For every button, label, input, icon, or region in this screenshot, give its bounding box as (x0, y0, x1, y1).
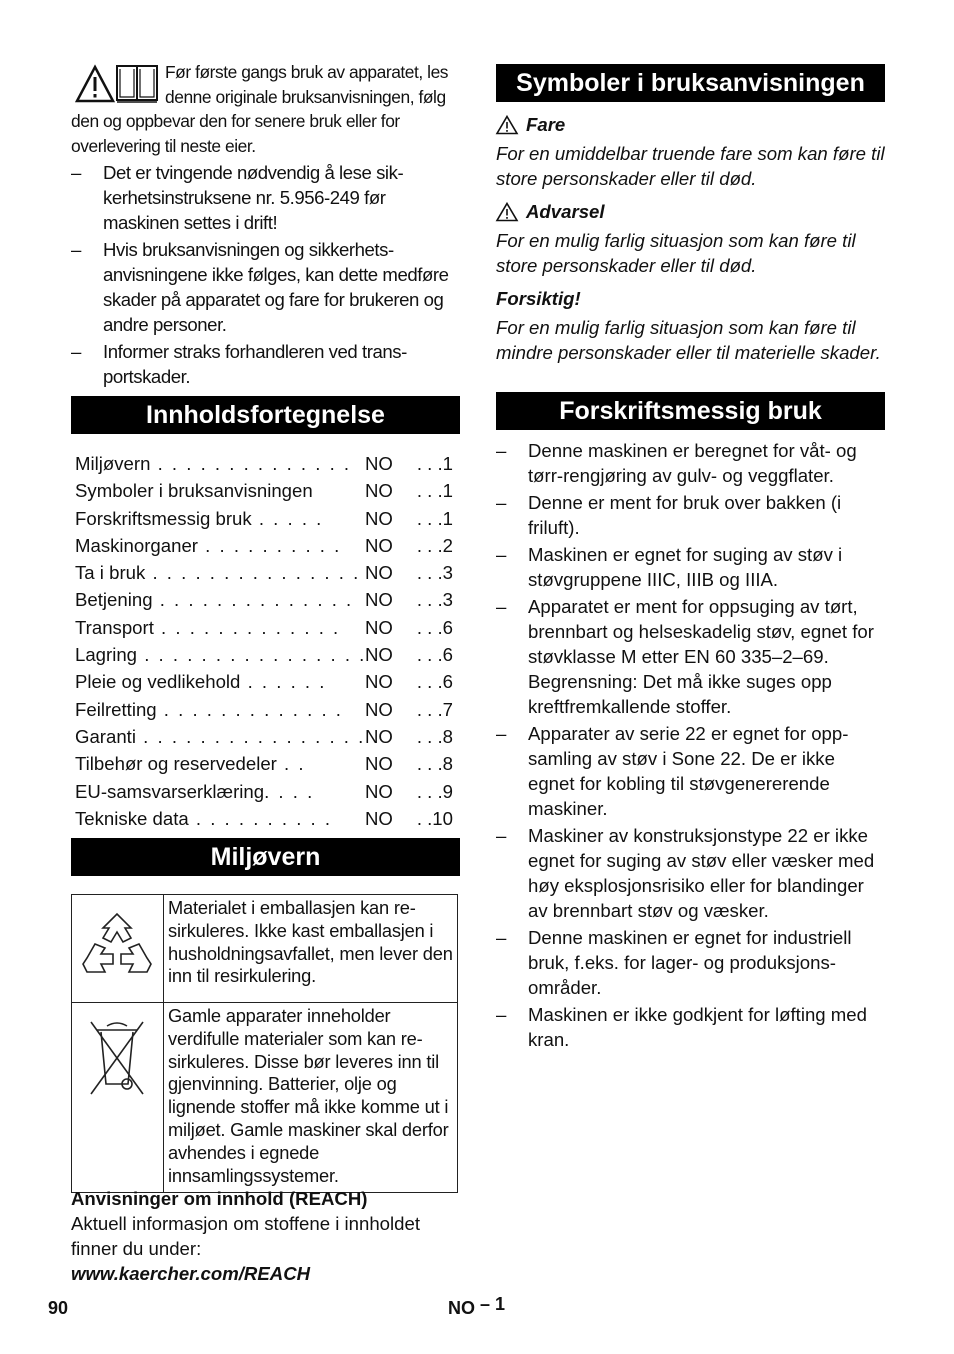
list-item: – Denne er ment for bruk over bakken (i friluft). (496, 490, 885, 540)
reach-text: Aktuell informasjon om stoffene i innholdet finner du under: (71, 1213, 421, 1259)
environment-table (71, 894, 458, 1193)
icon-cell (72, 1003, 164, 1193)
fare-text: For en umiddelbar truende fare som kan føre til store personskader eller til død. (496, 143, 885, 189)
environment-heading: Miljøvern (71, 838, 460, 876)
toc-row[interactable]: Forskriftsmessig bruk . . . . . NO . . .1 (75, 507, 453, 529)
toc-row[interactable]: Betjening . . . . . . . . . . . . . . NO . . .3 (75, 589, 453, 611)
toc-row[interactable]: Lagring . . . . . . . . . . . . . . . . NO . . .6 (75, 644, 453, 666)
forsiktig-heading: Forsiktig! (496, 288, 581, 309)
page-number: 90 (48, 1298, 69, 1318)
toc-row[interactable]: Miljøvern . . . . . . . . . . . . . . NO . . .1 (75, 453, 453, 474)
toc-row[interactable]: Maskinorganer . . . . . . . . . . NO . . .2 (75, 534, 453, 556)
reach-title: Anvisninger om innhold (REACH) (71, 1188, 368, 1209)
list-item: – Denne maskinen er beregnet for våt- og tørr-rengjøring av gulv- og veggflater. (496, 438, 885, 488)
list-item: – Hvis bruksanvisningen og sikkerhetsanvisningene ikke følges, kan dette medføre skader på apparatet og fare for brukeren og andre personer. (71, 237, 460, 337)
table-row (72, 1003, 458, 1193)
forsiktig-text: For en mulig farlig situasjon som kan føre til mindre personskader eller til materielle skader. (496, 317, 881, 363)
table-row (72, 895, 458, 1003)
toc-row[interactable]: Symboler i bruksanvisningen NO . . .1 (75, 480, 453, 502)
toc-row[interactable]: Tilbehør og reservedeler . . NO . . .8 (75, 753, 453, 775)
usage-list (496, 438, 885, 1054)
toc-row[interactable]: Ta i bruk . . . . . . . . . . . . . . . NO . . .3 (75, 562, 453, 584)
intro-icons (71, 60, 161, 108)
warning-triangle-icon (496, 115, 518, 135)
language-page: – 1 (480, 1294, 506, 1314)
environment-text: Materialet i emballasjen kan resirkuleres. Ikke kast emballasjen i husholdningsavfallet, men lever den inn til resirkulering. (164, 895, 458, 1003)
environment-text: Gamle apparater inneholder verdifulle materialer som kan resirkuleres. Disse bør leveres inn til gjenvinning. Batterier, olje og lignende stoffer må ikke komme ut i miljøet. Gamle maskiner skal derfor avhendes i egnede innsamlingssystemer. (164, 1003, 458, 1193)
language-page-marker (448, 1294, 506, 1319)
toc-row[interactable]: Transport . . . . . . . . . . . . . NO . . .6 (75, 616, 453, 638)
language-code: NO (448, 1298, 475, 1318)
list-item: – Maskinen er ikke godkjent for løfting med kran. (496, 1002, 885, 1052)
symbols-section (496, 112, 885, 373)
toc-row[interactable]: Tekniske data . . . . . . . . . . NO . .10 (75, 807, 453, 829)
toc-row[interactable]: Garanti . . . . . . . . . . . . . . . . NO . . .8 (75, 725, 453, 747)
list-item: – Apparatet er ment for oppsuging av tørt, brennbart og helseskadelig støv, egnet for støvklasse M etter EN 60 335–2–69. Begrensning: Det må ikke suges opp kreftfremkallende stoffer. (496, 594, 885, 719)
toc-row[interactable]: EU-samsvarserklæring. . . . NO . . .9 (75, 780, 453, 802)
advarsel-heading: Advarsel (496, 199, 885, 224)
reach-section (71, 1186, 460, 1286)
fare-heading: Fare (496, 112, 885, 137)
usage-heading: Forskriftsmessig bruk (496, 392, 885, 430)
crossed-bin-icon (73, 1004, 161, 1104)
list-item: – Apparater av serie 22 er egnet for oppsamling av støv i Sone 22. De er ikke egnet for kobling til støvgenererende maskiner. (496, 721, 885, 821)
warning-triangle-icon (496, 202, 518, 222)
recycle-icon (73, 896, 161, 996)
warning-triangle-icon (75, 64, 115, 104)
list-item: – Det er tvingende nødvendig å lese sikkerhetsinstruksene nr. 5.956-249 før maskinen settes i drift! (71, 160, 460, 235)
table-of-contents (75, 450, 457, 832)
manual-book-icon (115, 64, 159, 104)
icon-cell (72, 895, 164, 1003)
symbols-heading: Symboler i bruksanvisningen (496, 64, 885, 102)
reach-link[interactable]: www.kaercher.com/REACH (71, 1263, 311, 1284)
toc-heading: Innholdsfortegnelse (71, 396, 460, 434)
toc-row[interactable]: Pleie og vedlikehold . . . . . . NO . . .6 (75, 671, 453, 693)
list-item: – Informer straks forhandleren ved transportskader. (71, 339, 460, 389)
intro-list (71, 160, 460, 389)
list-item: – Maskinen er egnet for suging av støv i støvgruppene IIIC, IIIB og IIIA. (496, 542, 885, 592)
list-item: – Denne maskinen er egnet for industriell bruk, f.eks. for lager- og produksjonsområder. (496, 925, 885, 1000)
intro-text: Før første gangs bruk av apparatet, les denne originale bruksanvisningen, følg den og oppbevar den for senere bruk eller for overlevering til neste eier. (71, 62, 449, 156)
intro-section (71, 60, 460, 391)
advarsel-text: For en mulig farlig situasjon som kan føre til store personskader eller til død. (496, 230, 856, 276)
list-item: – Maskiner av konstruksjonstype 22 er ikke egnet for suging av støv eller væsker med høy eksplosjonsrisiko eller for blandinger av brennbart støv og væsker. (496, 823, 885, 923)
toc-row[interactable]: Feilretting . . . . . . . . . . . . . NO . . .7 (75, 698, 453, 720)
